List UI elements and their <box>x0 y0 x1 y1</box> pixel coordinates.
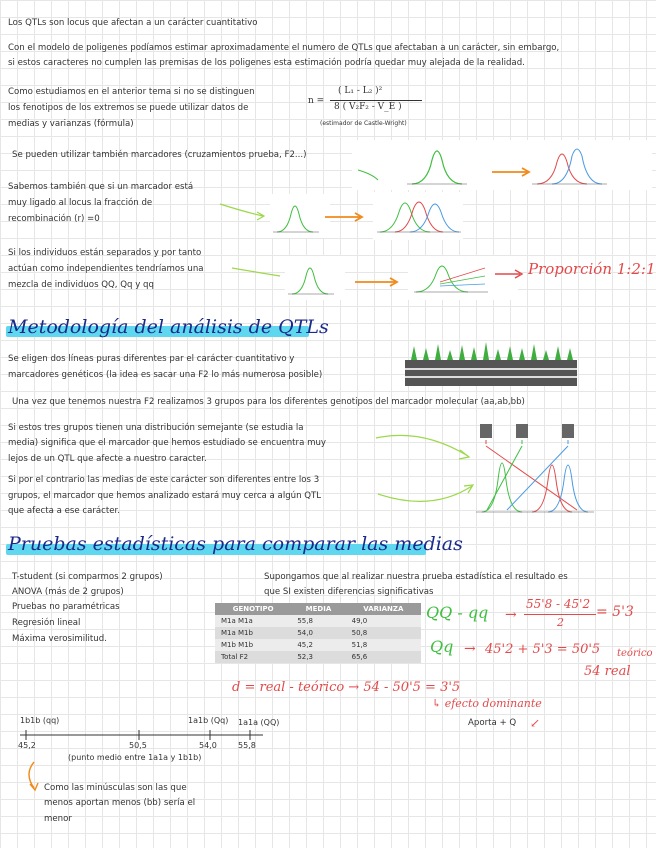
plant-field-image <box>405 338 577 386</box>
markers-text: Se pueden utilizar también marcadores (cruzamientos prueba, F2...) <box>12 150 307 160</box>
methodology-text-line: Si por el contrario las medias de este carácter son diferentes entre los 3 <box>8 475 320 485</box>
linked-text-line: recombinación (r) =0 <box>8 214 100 224</box>
formula-denominator: 8 ( V₂F₂ - V_E ) <box>334 102 402 112</box>
table-cell: 54,0 <box>291 627 345 639</box>
independent-text-line: mezcla de individuos QQ, Qq y qq <box>8 280 154 290</box>
three-groups-distribution-figure <box>372 416 612 520</box>
calc-result: = 5'3 <box>596 604 634 620</box>
formula-numerator: ( L₁ - L₂ )² <box>338 86 383 96</box>
proportion-note: Proporción 1:2:1 <box>528 260 656 278</box>
table-header-row <box>215 603 421 615</box>
extremes-text-line: los fenotipos de los extremos se puede utilizar datos de <box>8 103 249 113</box>
axis-tick: 50,5 <box>129 741 147 750</box>
table-row <box>215 639 421 651</box>
table-header: GENOTIPO <box>215 603 291 615</box>
independent-text-line: actúan como independientes tendríamos una <box>8 264 204 274</box>
calc-qq-label: QQ - qq <box>426 603 489 622</box>
arrow-icon: ↙ <box>530 716 541 730</box>
table-header: MEDIA <box>291 603 345 615</box>
intro-line: Los QTLs son locus que afectan a un carácter cuantitativo <box>8 18 258 28</box>
arrow-icon: → <box>505 607 517 623</box>
axis-label-Qq: 1a1b (Qq) <box>188 716 229 725</box>
supposition-text-line: Supongamos que al realizar nuestra prueba estadística el resultado es <box>264 572 568 582</box>
table-row <box>215 651 421 663</box>
table-header: VARIANZA <box>346 603 421 615</box>
linked-marker-figure <box>215 190 465 242</box>
table-cell: Total F2 <box>215 651 291 663</box>
table-cell: 45,2 <box>291 639 345 651</box>
table-cell: 65,6 <box>346 651 421 663</box>
table-cell: M1a M1a <box>215 615 291 627</box>
table-cell: 49,0 <box>346 615 421 627</box>
list-item: T-student (si comparmos 2 grupos) <box>12 572 163 582</box>
table-cell: M1b M1b <box>215 639 291 651</box>
methodology-text-line: marcadores genéticos (la idea es sacar una F2 lo más numerosa posible) <box>8 370 323 380</box>
table-cell: M1a M1b <box>215 627 291 639</box>
calc-fraction-numerator: 55'8 - 45'2 <box>526 597 591 611</box>
independent-marker-figure <box>230 252 530 304</box>
axis-label-qq: 1b1b (qq) <box>20 716 60 725</box>
aporta-note: Aporta + Q <box>468 718 517 728</box>
table-cell: 51,8 <box>346 639 421 651</box>
methodology-text-line: media) significa que el marcador que hemos estudiado se encuentra muy <box>8 438 326 448</box>
backcross-figure <box>352 140 652 190</box>
note-text-line: menor <box>44 814 72 824</box>
axis-tick: 55,8 <box>238 741 256 750</box>
calc-fraction-denominator: 2 <box>557 616 564 629</box>
castle-wright-formula <box>308 86 438 134</box>
extremes-text-line: medias y varianzas (fórmula) <box>8 119 134 129</box>
fraction-bar <box>524 614 596 615</box>
independent-text-line: Si los individuos están separados y por tanto <box>8 248 202 258</box>
methodology-text-line: Una vez que tenemos nuestra F2 realizamos 3 grupos para los diferentes genotipos del marcador molecular (aa,ab,bb) <box>12 397 525 407</box>
axis-tick: 45,2 <box>18 741 36 750</box>
midpoint-note: (punto medio entre 1a1a y 1b1b) <box>68 753 202 762</box>
methodology-text-line: grupos, el marcador que hemos analizado estará muy cerca a algún QTL <box>8 491 322 501</box>
table-cell: 52,3 <box>291 651 345 663</box>
table-row <box>215 627 421 639</box>
teorico-label: teórico <box>617 648 653 659</box>
supposition-text-line: que SI existen diferencias significativas <box>264 587 434 597</box>
table-cell: 50,8 <box>346 627 421 639</box>
note-text-line: menos aportan menos (bb) sería el <box>44 798 196 808</box>
extremes-text-line: Como estudiamos en el anterior tema si no se distinguen <box>8 87 255 97</box>
curved-arrow-icon <box>22 760 46 794</box>
table-row <box>215 615 421 627</box>
dominance-calc: d = real - teórico → 54 - 50'5 = 3'5 <box>232 680 461 695</box>
methodology-text-line: Si estos tres grupos tienen una distribución semejante (se estudia la <box>8 423 304 433</box>
genotype-table <box>215 603 421 663</box>
methodology-text-line: lejos de un QTL que afecte a nuestro caracter. <box>8 454 207 464</box>
formula-caption: (estimador de Castle-Wright) <box>320 120 407 127</box>
note-text-line: Como las minúsculas son las que <box>44 783 187 793</box>
section-title-metodologia: Metodología del análisis de QTLs <box>8 316 329 338</box>
axis-label-QQ: 1a1a (QQ) <box>238 718 280 727</box>
real-label: 54 real <box>584 664 631 679</box>
list-item: Regresión lineal <box>12 618 81 628</box>
arrow-icon: → <box>464 641 476 657</box>
genotype-number-line <box>18 728 268 742</box>
formula-lhs: n = <box>308 96 325 106</box>
section-title-pruebas: Pruebas estadísticas para comparar las medias <box>8 533 463 555</box>
table-cell: 55,8 <box>291 615 345 627</box>
linked-text-line: Sabemos también que si un marcador está <box>8 182 194 192</box>
intro-paragraph-line: si estos caracteres no cumplen las premisas de los poligenes esta estimación podría quedar muy alejada de la realidad. <box>8 58 525 68</box>
linked-text-line: muy ligado al locus la fracción de <box>8 198 153 208</box>
calc-qq2-label: Qq <box>430 637 454 656</box>
calc-qq2-result: 45'2 + 5'3 = 50'5 <box>485 642 601 657</box>
axis-tick: 54,0 <box>199 741 217 750</box>
intro-paragraph-line: Con el modelo de poligenes podíamos estimar aproximadamente el numero de QTLs que afectaban a un carácter, sin embargo, <box>8 43 560 53</box>
list-item: Pruebas no paramétricas <box>12 602 120 612</box>
methodology-text-line: Se eligen dos líneas puras diferentes par el carácter cuantitativo y <box>8 354 295 364</box>
dominant-effect-note: ↳ efecto dominante <box>432 697 542 710</box>
list-item: ANOVA (más de 2 grupos) <box>12 587 124 597</box>
list-item: Máxima verosimilitud. <box>12 634 107 644</box>
methodology-text-line: que afecta a ese carácter. <box>8 506 121 516</box>
